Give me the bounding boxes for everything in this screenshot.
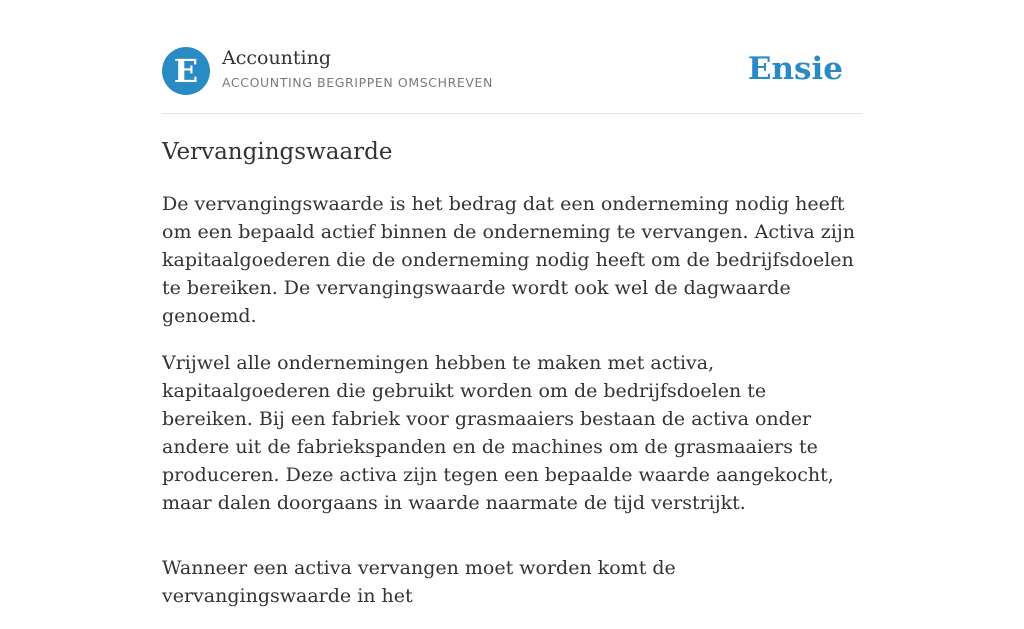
article-paragraph: Wanneer een activa vervangen moet worden komt de vervangingswaarde in het (162, 557, 676, 607)
site-subtitle: ACCOUNTING BEGRIPPEN OMSCHREVEN (222, 75, 493, 90)
site-title[interactable]: Accounting (222, 47, 332, 69)
article-paragraph: De vervangingswaarde is het bedrag dat een onderneming nodig heeft om een bepaald actief binnen de onderneming te vervangen. Activa zijn kapitaalgoederen die de onderneming nodig heeft om de bedrijfsdoelen te bereiken. De vervangingswaarde wordt ook wel de dagwaarde genoemd. (162, 193, 856, 327)
article-body (162, 190, 862, 629)
header-divider (162, 113, 862, 114)
article-title: Vervangingswaarde (162, 139, 393, 165)
site-header (162, 46, 862, 96)
ensie-logo-icon[interactable]: E (162, 47, 210, 95)
article-paragraph: Vrijwel alle ondernemingen hebben te maken met activa, kapitaalgoederen die gebruikt worden om de bedrijfsdoelen te bereiken. Bij een fabriek voor grasmaaiers bestaan de activa onder andere uit de fabriekspanden en de machines om de grasmaaiers te produceren. Deze activa zijn tegen een bepaalde waarde aangekocht, maar dalen doorgaans in waarde naarmate de tijd verstrijkt. (162, 352, 834, 514)
brand-logo[interactable]: Ensie (747, 51, 843, 87)
